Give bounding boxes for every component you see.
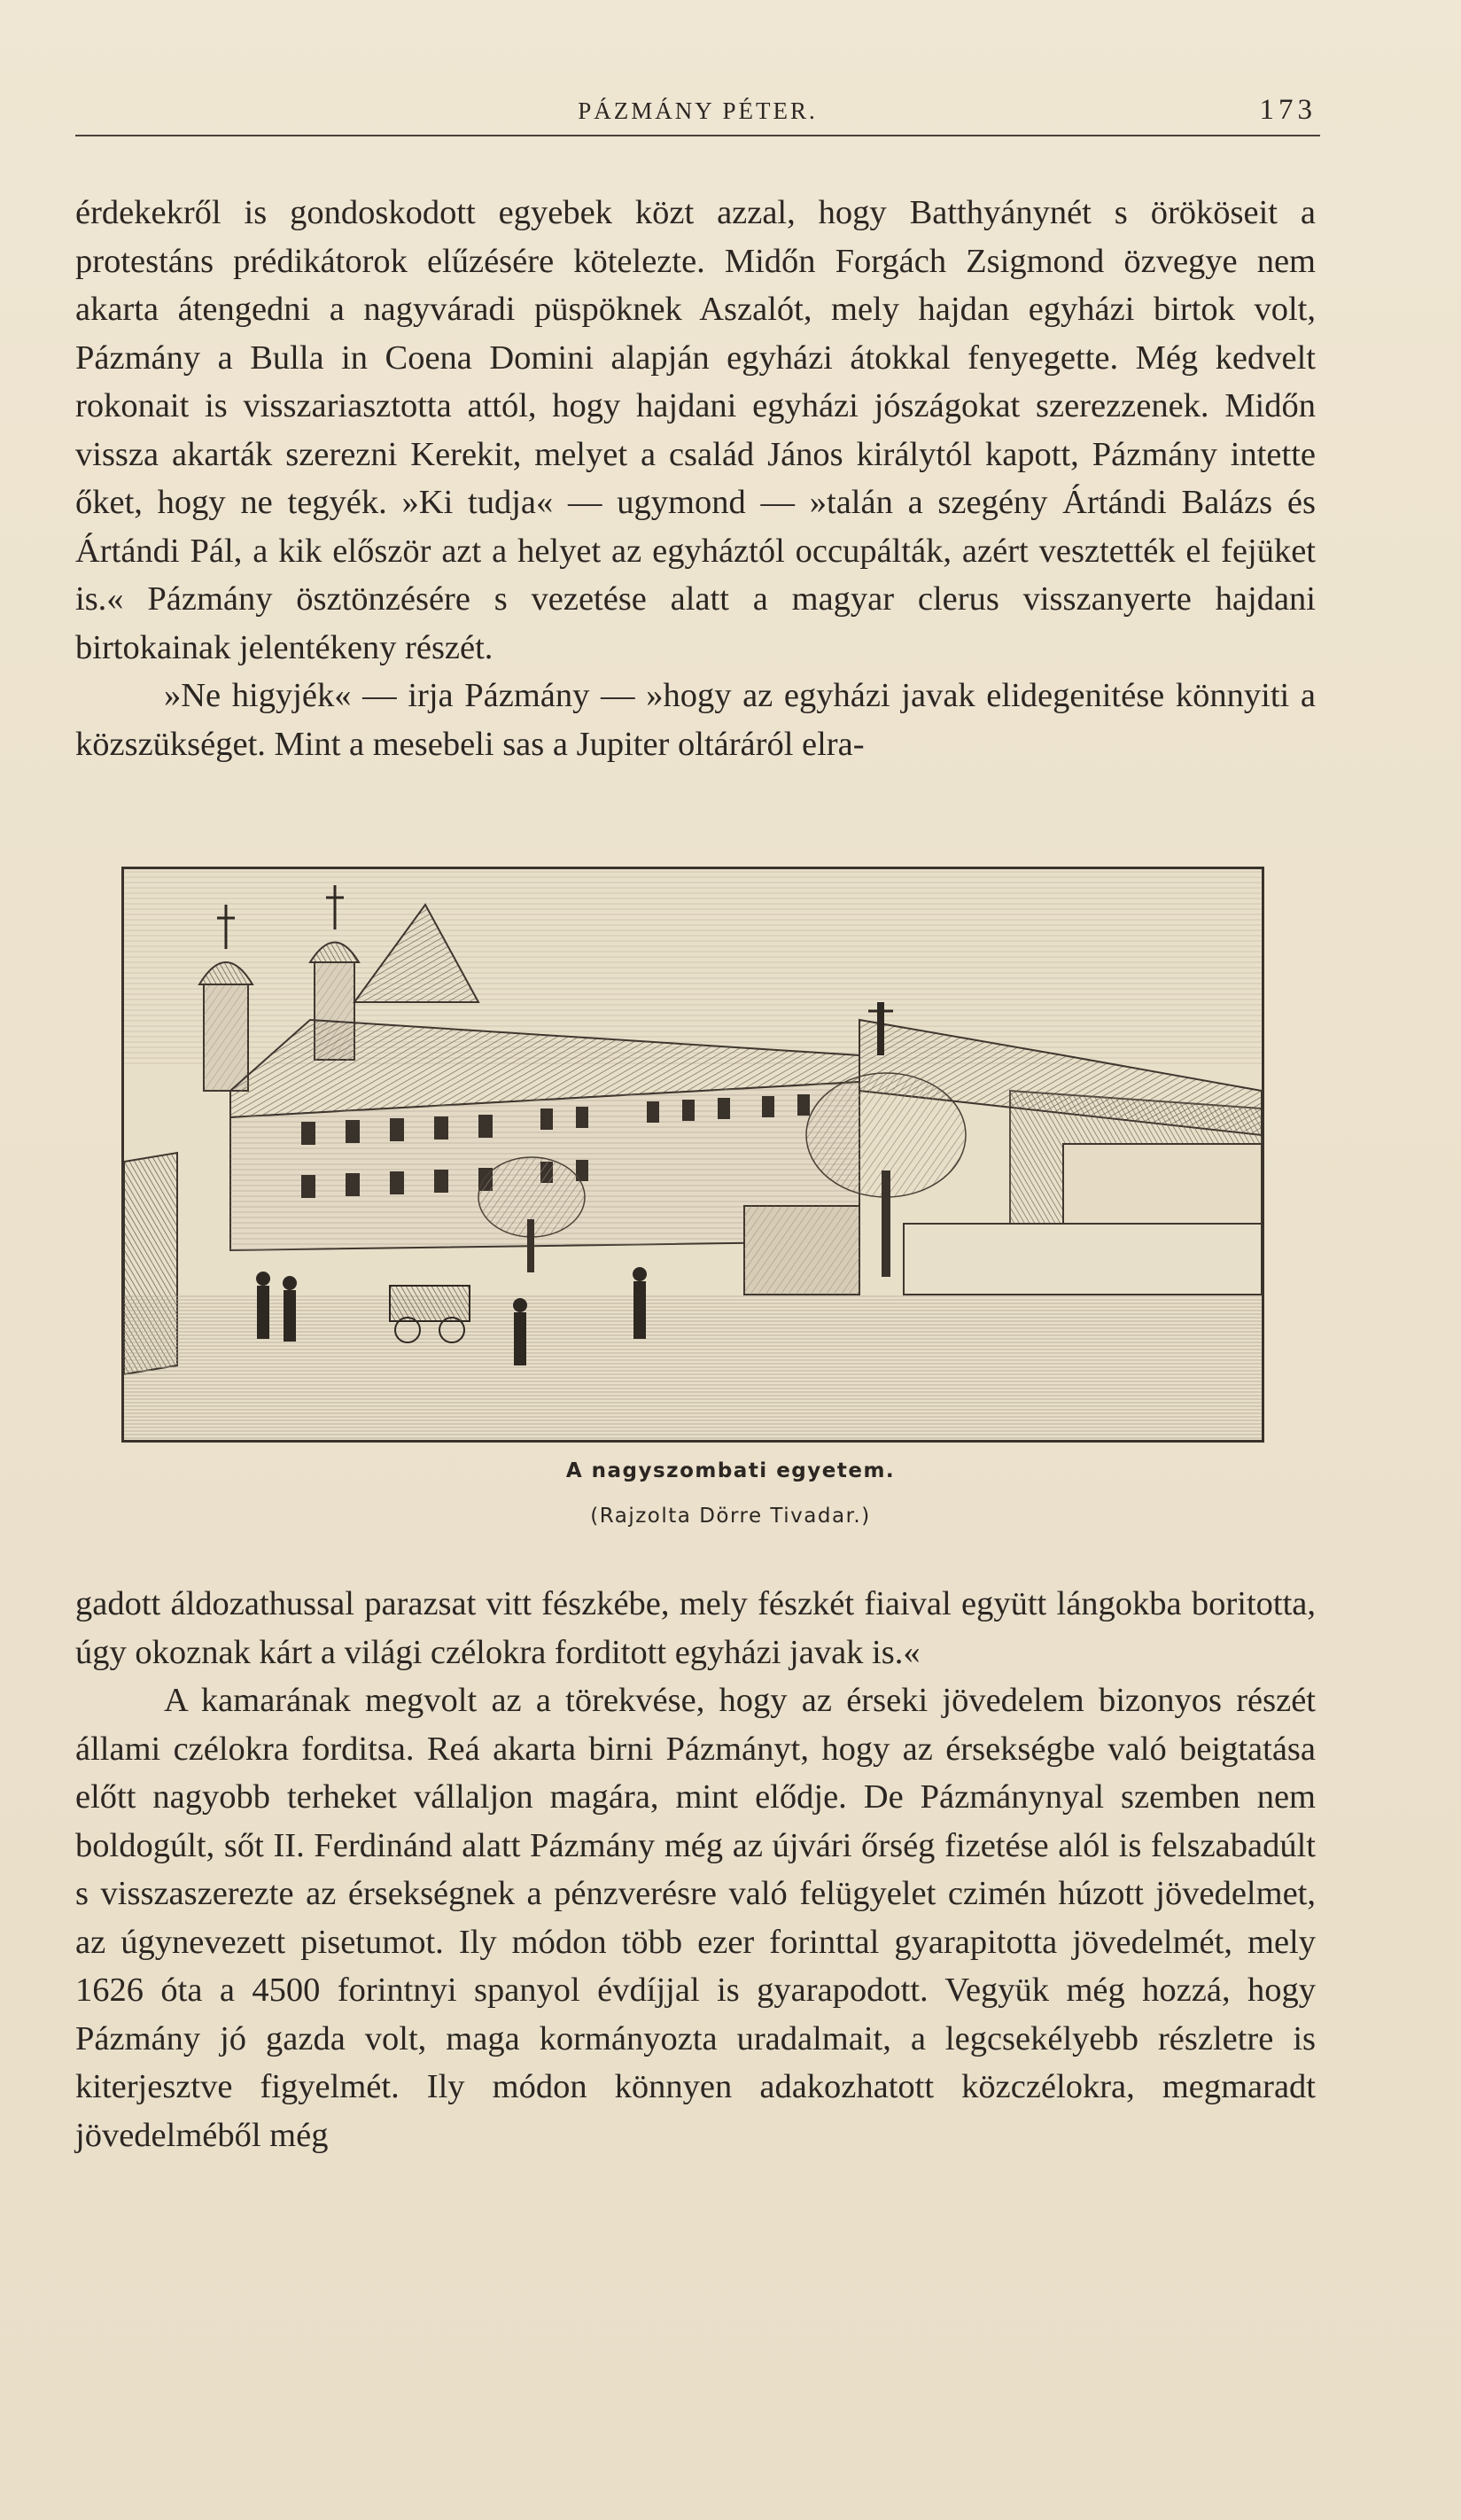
university-engraving — [121, 867, 1264, 1443]
paragraph: gadott áldozathussal parazsat vitt fészkébe, mely fészkét fiaival együtt lángokba boritotta, úgy okoznak kárt a világi czélokra forditott egyházi javak is.« — [75, 1585, 1316, 1671]
figure-caption-title: A nagyszombati egyetem. — [565, 1459, 896, 1482]
figure-caption-credit: (Rajzolta Dörre Tivadar.) — [590, 1505, 871, 1528]
paragraph: »Ne higyjék« — irja Pázmány — »hogy az egyházi javak elidegenitése könnyiti a közszükséget. Mint a mesebeli sas a Jupiter oltáráról elra- — [75, 677, 1316, 763]
engraving-drawing — [124, 869, 1262, 1440]
paragraph: érdekekről is gondoskodott egyebek közt azzal, hogy Batthyánynét s örököseit a protestáns prédikátorok elűzésére kötelezte. Midőn Forgách Zsigmond özvegye nem akarta átengedni a nagyváradi püspöknek Aszalót, mely hajdan egyházi birtok volt, Pázmány a Bulla in Coena Domini alapján egyházi átokkal fenyegette. Még kedvelt rokonait is visszariasztotta attól, hogy hajdani egyházi jószágokat szerezzenek. Midőn vissza akarták szerezni Kerekit, melyet a család János királytól kapott, Pázmány intette őket, hogy ne tegyék. »Ki tudja« — ugymond — »talán a szegény Ártándi Balázs és Ártándi Pál, a kik először azt a helyet az egyháztól occupálták, azért vesztették el fejüket is.« Pázmány ösztönzésére s vezetése alatt a magyar clerus visszanyerte hajdani birtokainak jelentékeny részét. — [75, 194, 1316, 666]
paragraph: A kamarának megvolt az a törekvése, hogy az érseki jövedelem bizonyos részét állami czélokra forditsa. Reá akarta birni Pázmányt, hogy az érsekségbe való beigtatása előtt nagyobb terheket vállaljon magára, mint elődje. De Pázmánynyal szemben nem boldogúlt, sőt II. Ferdinánd alatt Pázmány még az újvári őrség fizetése alól is felszabadúlt s visszaszerezte az érsekségnek a pénzverésre való felügyelet czimén húzott jövedelmet, az úgynevezett pisetumot. Ily módon több ezer forinttal gyarapitotta jövedelmét, mely 1626 óta a 4500 forintnyi spanyol évdíjjal is gyarapodott. Vegyük még hozzá, hogy Pázmány jó gazda volt, maga kormányozta uradalmait, a legcsekélyebb részletre is kiterjesztve figyelmét. Ily módon könnyen adakozhatott közczélokra, megmaradt jövedelméből még — [75, 1682, 1316, 2154]
page-number: 173 — [1259, 94, 1317, 126]
text-block-bottom — [75, 1580, 1316, 2159]
page-header — [75, 82, 1320, 136]
running-head: PÁZMÁNY PÉTER. — [578, 97, 818, 124]
text-block-top — [75, 189, 1316, 768]
